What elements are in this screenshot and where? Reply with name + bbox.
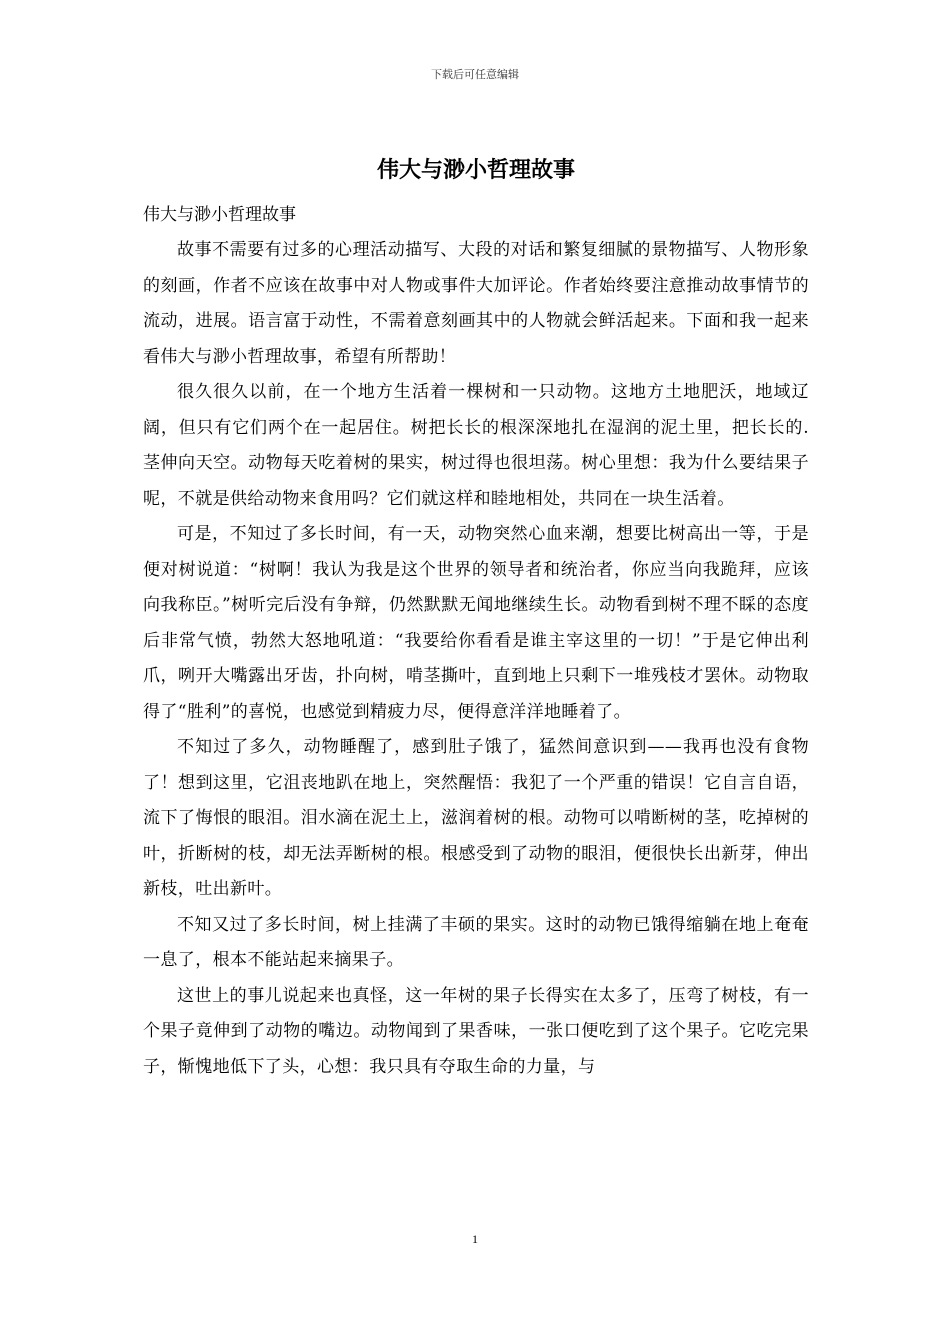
page-number: 1 bbox=[472, 1232, 478, 1246]
paragraph: 很久很久以前，在一个地方生活着一棵树和一只动物。这地方土地肥沃，地域辽阔，但只有它们两个在一起居住。树把长长的根深深地扎在湿润的泥土里，把长长的.茎伸向天空。动物每天吃着树的果实，树过得也很坦荡。树心里想：我为什么要结果子呢，不就是供给动物来食用吗？它们就这样和睦地相处，共同在一块生活着。 bbox=[143, 382, 809, 509]
paragraph: 不知又过了多长时间，树上挂满了丰硕的果实。这时的动物已饿得缩躺在地上奄奄一息了，根本不能站起来摘果子。 bbox=[143, 914, 809, 970]
page-header: 下载后可任意编辑 bbox=[431, 68, 519, 81]
document-subtitle: 伟大与渺小哲理故事 bbox=[143, 205, 296, 225]
document-title: 伟大与渺小哲理故事 bbox=[376, 157, 575, 183]
paragraph: 不知过了多久，动物睡醒了，感到肚子饿了，猛然间意识到——我再也没有食物了！想到这里，它沮丧地趴在地上，突然醒悟：我犯了一个严重的错误！它自言自语，流下了悔恨的眼泪。泪水滴在泥土上，滋润着树的根。动物可以啃断树的茎，吃掉树的叶，折断树的枝，却无法弄断树的根。根感受到了动物的眼泪，便很快长出新芽，伸出新枝，吐出新叶。 bbox=[143, 737, 809, 899]
document-body bbox=[143, 150, 809, 1085]
paragraph: 这世上的事儿说起来也真怪，这一年树的果子长得实在太多了，压弯了树枝，有一个果子竟伸到了动物的嘴边。动物闻到了果香味，一张口便吃到了这个果子。它吃完果子，惭愧地低下了头，心想：我只具有夺取生命的力量，与 bbox=[143, 985, 809, 1077]
paragraph: 可是，不知过了多长时间，有一天，动物突然心血来潮，想要比树高出一等，于是便对树说道：“树啊！我认为我是这个世界的领导者和统治者，你应当向我跪拜，应该向我称臣。”树听完后没有争辩，仍然默默无闻地继续生长。动物看到树不理不睬的态度后非常气愤，勃然大怒地吼道：“我要给你看看是谁主宰这里的一切！”于是它伸出利爪，咧开大嘴露出牙齿，扑向树，啃茎撕叶，直到地上只剩下一堆残枝才罢休。动物取得了“胜利”的喜悦，也感觉到精疲力尽，便得意洋洋地睡着了。 bbox=[143, 524, 809, 722]
paragraph: 故事不需要有过多的心理活动描写、大段的对话和繁复细腻的景物描写、人物形象的刻画，作者不应该在故事中对人物或事件大加评论。作者始终要注意推动故事情节的流动，进展。语言富于动性，不需着意刻画其中的人物就会鲜活起来。下面和我一起来看伟大与渺小哲理故事，希望有所帮助！ bbox=[143, 240, 809, 367]
